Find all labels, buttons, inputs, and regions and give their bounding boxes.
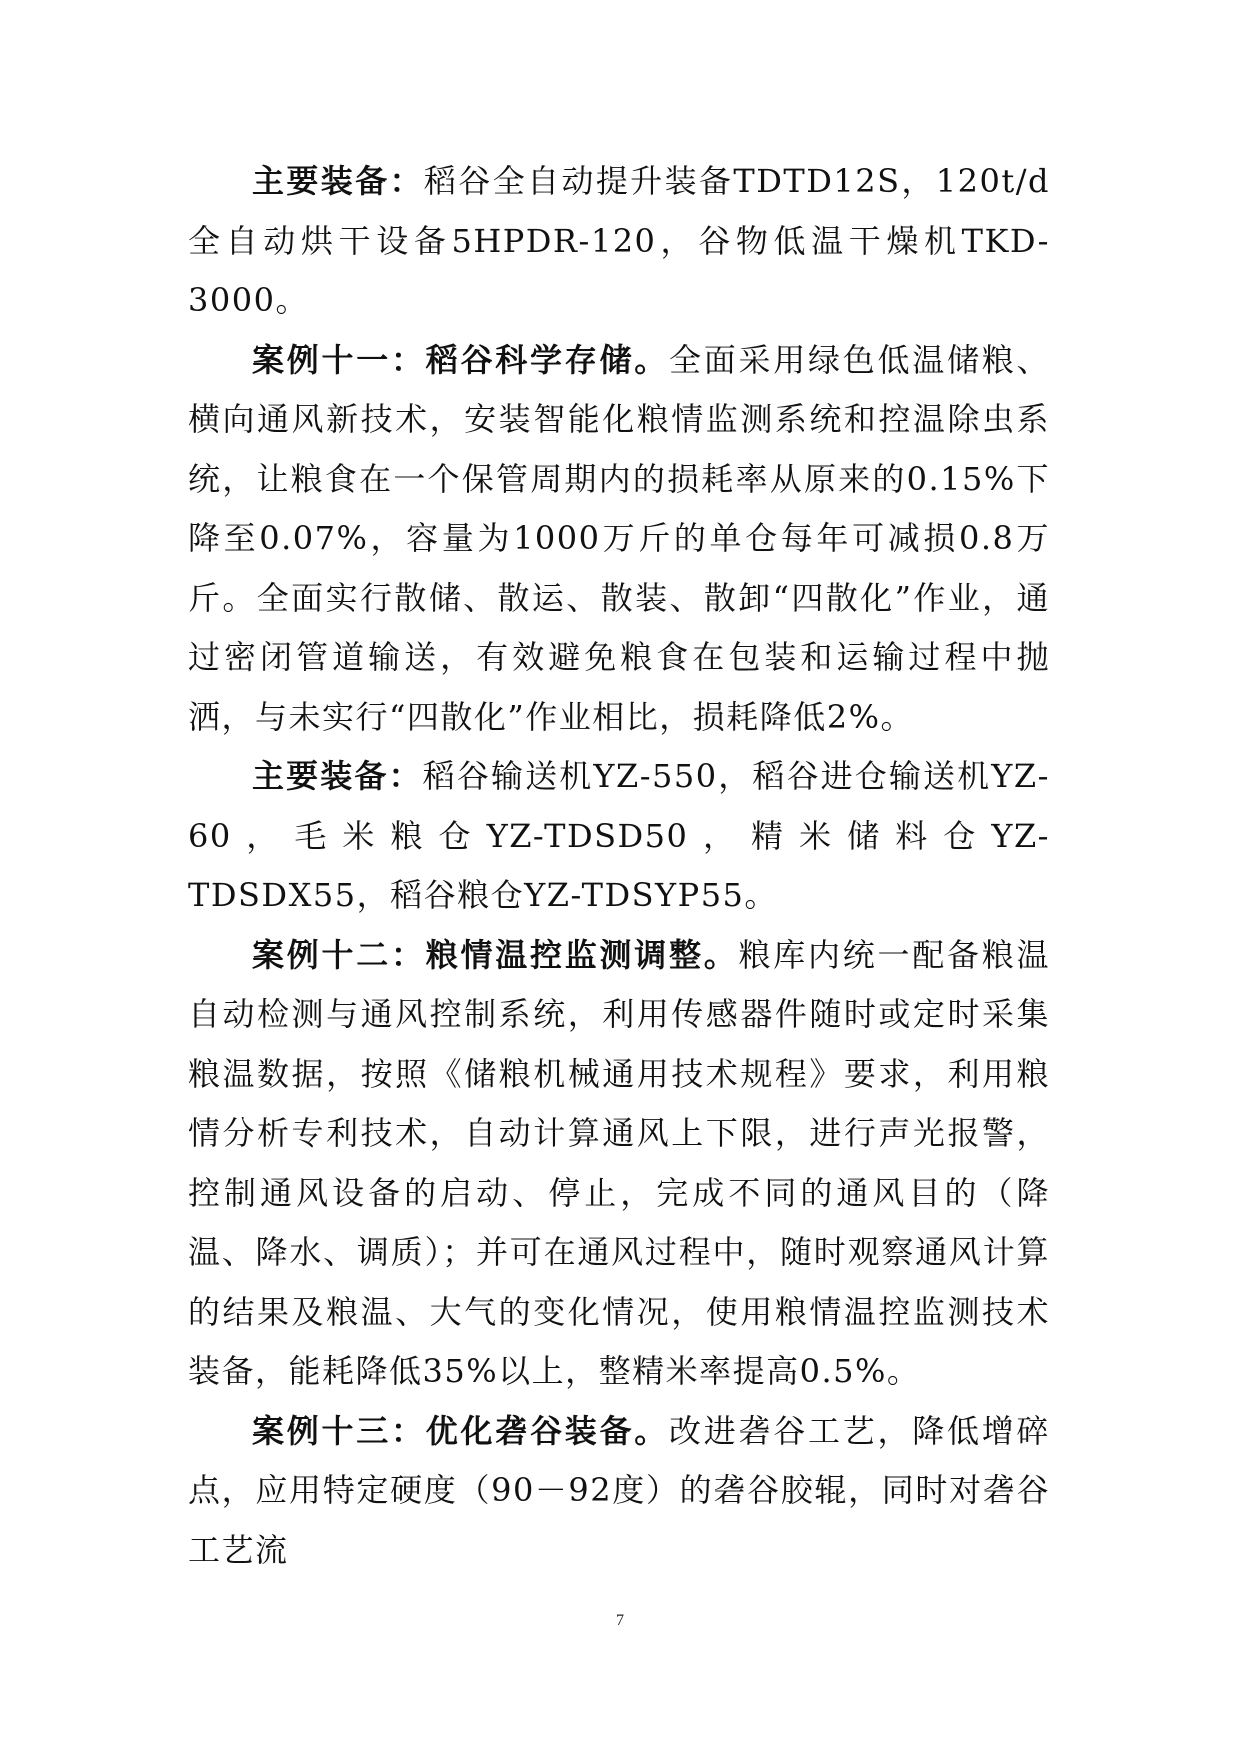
paragraph-main-equipment-2: [188, 747, 1050, 926]
paragraph-lead: 案例十一：稻谷科学存储。: [252, 340, 669, 379]
paragraph-main-equipment-1: [188, 152, 1050, 331]
paragraph-lead: 主要装备：: [252, 162, 424, 200]
paragraph-case-13: [188, 1402, 1050, 1581]
paragraph-case-11: [188, 331, 1050, 748]
paragraph-body: 稻谷输送机YZ-550，稻谷进仓输送机YZ-60，毛米粮仓YZ-TDSD50，精米储料仓YZ-TDSDX55，稻谷粮仓YZ-TDSYP55。: [188, 757, 1050, 914]
paragraph-lead: 主要装备：: [252, 757, 423, 795]
paragraph-lead: 案例十三：优化砻谷装备。: [252, 1411, 669, 1450]
paragraph-body: 粮库内统一配备粮温自动检测与通风控制系统，利用传感器件随时或定时采集粮温数据，按照《储粮机械通用技术规程》要求，利用粮情分析专利技术，自动计算通风上下限，进行声光报警，控制通风设备的启动、停止，完成不同的通风目的（降温、降水、调质）；并可在通风过程中，随时观察通风计算的结果及粮温、大气的变化情况，使用粮情温控监测技术装备，能耗降低35%以上，整精米率提高0.5%。: [188, 935, 1050, 1390]
paragraph-body: 改进砻谷工艺，降低增碎点，应用特定硬度（90－92度）的砻谷胶辊，同时对砻谷工艺流: [188, 1411, 1050, 1569]
paragraph-body: 稻谷全自动提升装备TDTD12S，120t/d全自动烘干设备5HPDR-120，谷物低温干燥机TKD-3000。: [188, 162, 1050, 319]
paragraph-lead: 案例十二：粮情温控监测调整。: [252, 935, 739, 974]
document-page: [188, 152, 1050, 1580]
paragraph-body: 全面采用绿色低温储粮、横向通风新技术，安装智能化粮情监测系统和控温除虫系统，让粮食在一个保管周期内的损耗率从原来的0.15%下降至0.07%，容量为1000万斤的单仓每年可减损0.8万斤。全面实行散储、散运、散装、散卸“四散化”作业，通过密闭管道输送，有效避免粮食在包装和运输过程中抛洒，与未实行“四散化”作业相比，损耗降低2%。: [188, 340, 1050, 736]
page-number: 7: [616, 1612, 624, 1629]
paragraph-case-12: [188, 926, 1050, 1402]
